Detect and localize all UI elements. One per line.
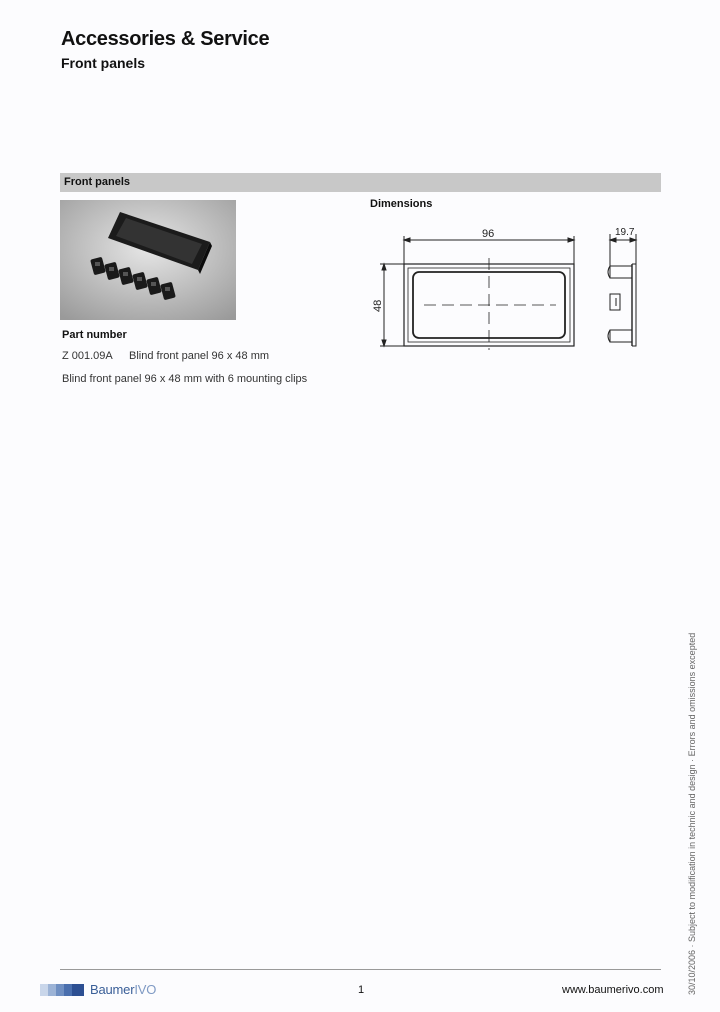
brand-logo-text <box>90 982 156 997</box>
dimension-width-label: 96 <box>482 228 495 240</box>
part-number-description: Blind front panel 96 x 48 mm <box>129 350 270 362</box>
product-description: Blind front panel 96 x 48 mm with 6 mounting clips <box>62 373 308 385</box>
product-photo <box>60 200 236 320</box>
brand-name-a: Baumer <box>90 982 135 997</box>
page-title: Accessories & Service <box>61 28 270 50</box>
dimension-drawing <box>370 222 660 354</box>
dimension-depth-label: 19.7 <box>615 227 635 238</box>
page-subtitle: Front panels <box>61 55 146 71</box>
side-note: 30/10/2006 · Subject to modification in technic and design · Errors and omissions excepted <box>687 632 697 995</box>
part-number-heading: Part number <box>62 329 127 341</box>
website-link[interactable]: www.baumerivo.com <box>562 984 664 996</box>
section-title: Front panels <box>64 176 131 188</box>
part-number-code: Z 001.09A <box>62 350 113 362</box>
dimension-height-label: 48 <box>372 299 384 312</box>
dimensions-heading: Dimensions <box>370 198 433 210</box>
brand-name-b: IVO <box>134 982 157 997</box>
baumer-logo-bar <box>40 984 84 996</box>
footer-divider <box>60 969 661 970</box>
section-header-bar <box>60 173 661 192</box>
page-number: 1 <box>358 984 365 996</box>
